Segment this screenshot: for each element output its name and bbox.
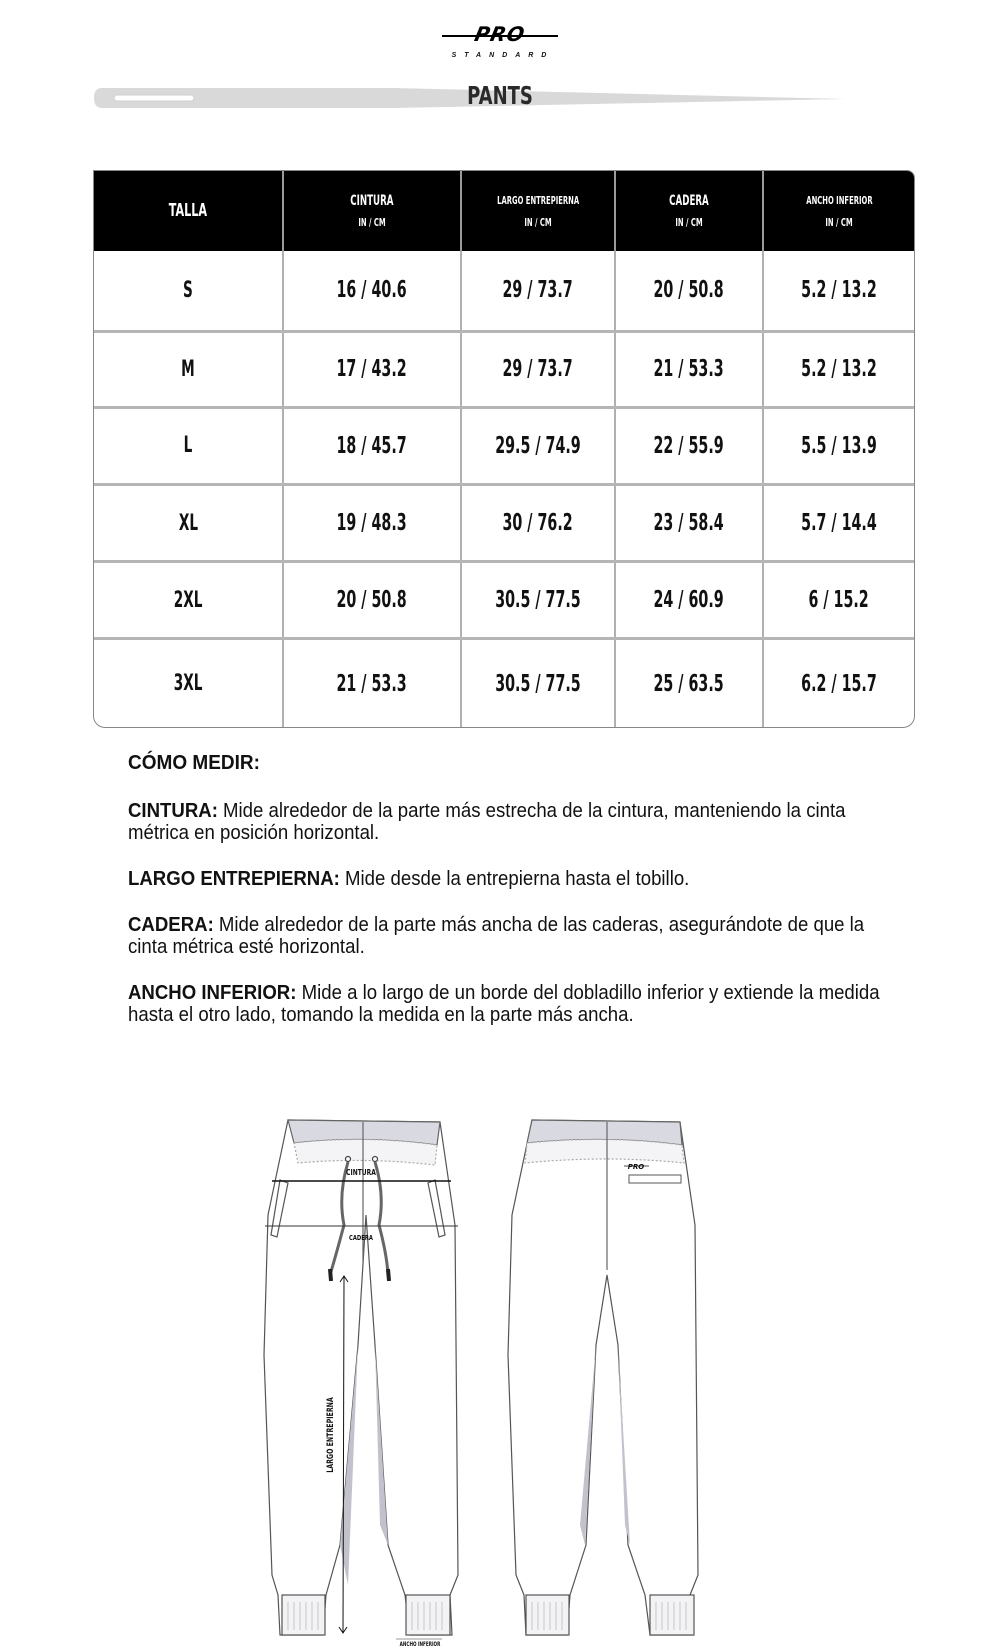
waist-cell [283, 562, 461, 639]
instruction-label: CINTURA: [128, 800, 218, 822]
cell-value: 20 / 50.8 [336, 587, 408, 614]
leg-opening-label: ANCHO INFERIOR [399, 1641, 441, 1647]
cell-value: 29.5 / 74.9 [495, 432, 581, 459]
instruction-label: CADERA: [128, 914, 214, 936]
size-cell [94, 562, 283, 639]
measure-instruction-leg-opening [128, 982, 900, 1026]
size-cell [94, 331, 283, 407]
inseam-cell [461, 484, 615, 561]
cell-value: XL [178, 510, 198, 536]
table-row [94, 251, 914, 331]
table-row [94, 331, 914, 407]
instruction-text: Mide alrededor de la parte más ancha de las caderas, asegurándote de que la cinta métrica esté horizontal. [128, 914, 865, 958]
column-header-size [94, 171, 283, 251]
size-cell [94, 484, 283, 561]
waist-label: CINTURA [346, 1167, 376, 1178]
measure-instruction-inseam [128, 868, 900, 890]
leg-opening-cell [763, 639, 914, 727]
cell-value: L [183, 433, 193, 459]
inseam-cell [461, 562, 615, 639]
inseam-cell [461, 407, 615, 484]
size-cell [94, 639, 283, 727]
cell-value: M [181, 356, 195, 382]
inseam-cell [461, 639, 615, 727]
leg-opening-cell [763, 562, 914, 639]
table-row [94, 484, 914, 561]
waist-cell [283, 639, 461, 727]
column-header-label: TALLA [168, 200, 208, 221]
hip-label: CADERA [349, 1234, 373, 1243]
cell-value: 2XL [173, 587, 203, 613]
cell-value: 24 / 60.9 [653, 587, 725, 614]
cell-value: 18 / 45.7 [336, 432, 408, 459]
column-header-unit: IN / CM [524, 216, 552, 229]
table-header-row [94, 171, 914, 251]
waist-cell [283, 407, 461, 484]
cell-value: 29 / 73.7 [502, 277, 574, 304]
cell-value: 5.2 / 13.2 [801, 356, 877, 383]
hip-cell [615, 639, 763, 727]
column-header-unit: IN / CM [825, 216, 853, 229]
column-header-hip [615, 171, 763, 251]
table-row [94, 639, 914, 727]
instruction-text: Mide alrededor de la parte más estrecha de la cintura, manteniendo la cinta métrica en posición horizontal. [128, 800, 846, 844]
table-row [94, 562, 914, 639]
instruction-text: Mide a lo largo de un borde del dobladillo inferior y extiende la medida hasta el otro lado, tomando la medida en la parte más ancha. [128, 982, 880, 1026]
column-header-label: LARGO ENTREPIERNA [496, 194, 580, 207]
hip-cell [615, 331, 763, 407]
cell-value: 29 / 73.7 [502, 356, 574, 383]
size-chart-table [93, 170, 915, 728]
instruction-label: LARGO ENTREPIERNA: [128, 868, 340, 890]
cell-value: 6 / 15.2 [808, 587, 870, 614]
leg-opening-cell [763, 407, 914, 484]
pants-illustration [240, 1105, 720, 1647]
cell-value: 3XL [173, 671, 203, 697]
cell-value: 23 / 58.4 [653, 510, 725, 537]
cell-value: 16 / 40.6 [336, 277, 408, 304]
column-header-leg-opening [763, 171, 914, 251]
inseam-label: LARGO ENTREPIERNA [324, 1397, 336, 1473]
cell-value: 30 / 76.2 [502, 510, 574, 537]
hip-cell [615, 484, 763, 561]
front-pants-drawing [264, 1120, 458, 1635]
column-header-label: CADERA [669, 192, 709, 209]
column-header-inseam [461, 171, 615, 251]
waist-cell [283, 331, 461, 407]
cell-value: 5.7 / 14.4 [801, 510, 877, 537]
cell-value: S [183, 277, 193, 303]
cell-value: 17 / 43.2 [336, 356, 408, 383]
hip-cell [615, 407, 763, 484]
hip-cell [615, 562, 763, 639]
leg-opening-cell [763, 331, 914, 407]
column-header-unit: IN / CM [358, 215, 386, 229]
instruction-text: Mide desde la entrepierna hasta el tobillo. [339, 868, 690, 890]
brand-logo [440, 22, 560, 72]
how-to-measure-section [128, 752, 918, 1050]
column-header-label: ANCHO INFERIOR [805, 194, 873, 207]
back-logo-text: PRO [627, 1163, 645, 1171]
measure-instruction-hip [128, 914, 900, 958]
cell-value: 21 / 53.3 [336, 670, 408, 697]
cell-value: 19 / 48.3 [336, 510, 408, 537]
cell-value: 30.5 / 77.5 [495, 587, 581, 614]
column-header-waist [283, 171, 461, 251]
page-title: PANTS [467, 81, 533, 110]
table-row [94, 407, 914, 484]
waist-cell [283, 484, 461, 561]
inseam-cell [461, 251, 615, 331]
leg-opening-cell [763, 251, 914, 331]
leg-opening-cell [763, 484, 914, 561]
size-cell [94, 251, 283, 331]
size-cell [94, 407, 283, 484]
back-pants-drawing [508, 1120, 698, 1635]
how-to-measure-title: CÓMO MEDIR: [128, 752, 260, 774]
column-header-label: CINTURA [350, 192, 394, 209]
cell-value: 20 / 50.8 [653, 277, 725, 304]
cell-value: 5.2 / 13.2 [801, 277, 877, 304]
hip-cell [615, 251, 763, 331]
cell-value: 21 / 53.3 [653, 356, 725, 383]
logo-subtext: STANDARD [451, 52, 555, 59]
cell-value: 5.5 / 13.9 [801, 432, 877, 459]
inseam-cell [461, 331, 615, 407]
measure-instruction-waist [128, 800, 900, 844]
instruction-label: ANCHO INFERIOR: [128, 982, 297, 1004]
cell-value: 6.2 / 15.7 [801, 670, 877, 697]
column-header-unit: IN / CM [675, 215, 703, 229]
cell-value: 22 / 55.9 [653, 432, 725, 459]
cell-value: 30.5 / 77.5 [495, 670, 581, 697]
waist-cell [283, 251, 461, 331]
logo-text: PRO [472, 22, 528, 46]
cell-value: 25 / 63.5 [653, 670, 725, 697]
